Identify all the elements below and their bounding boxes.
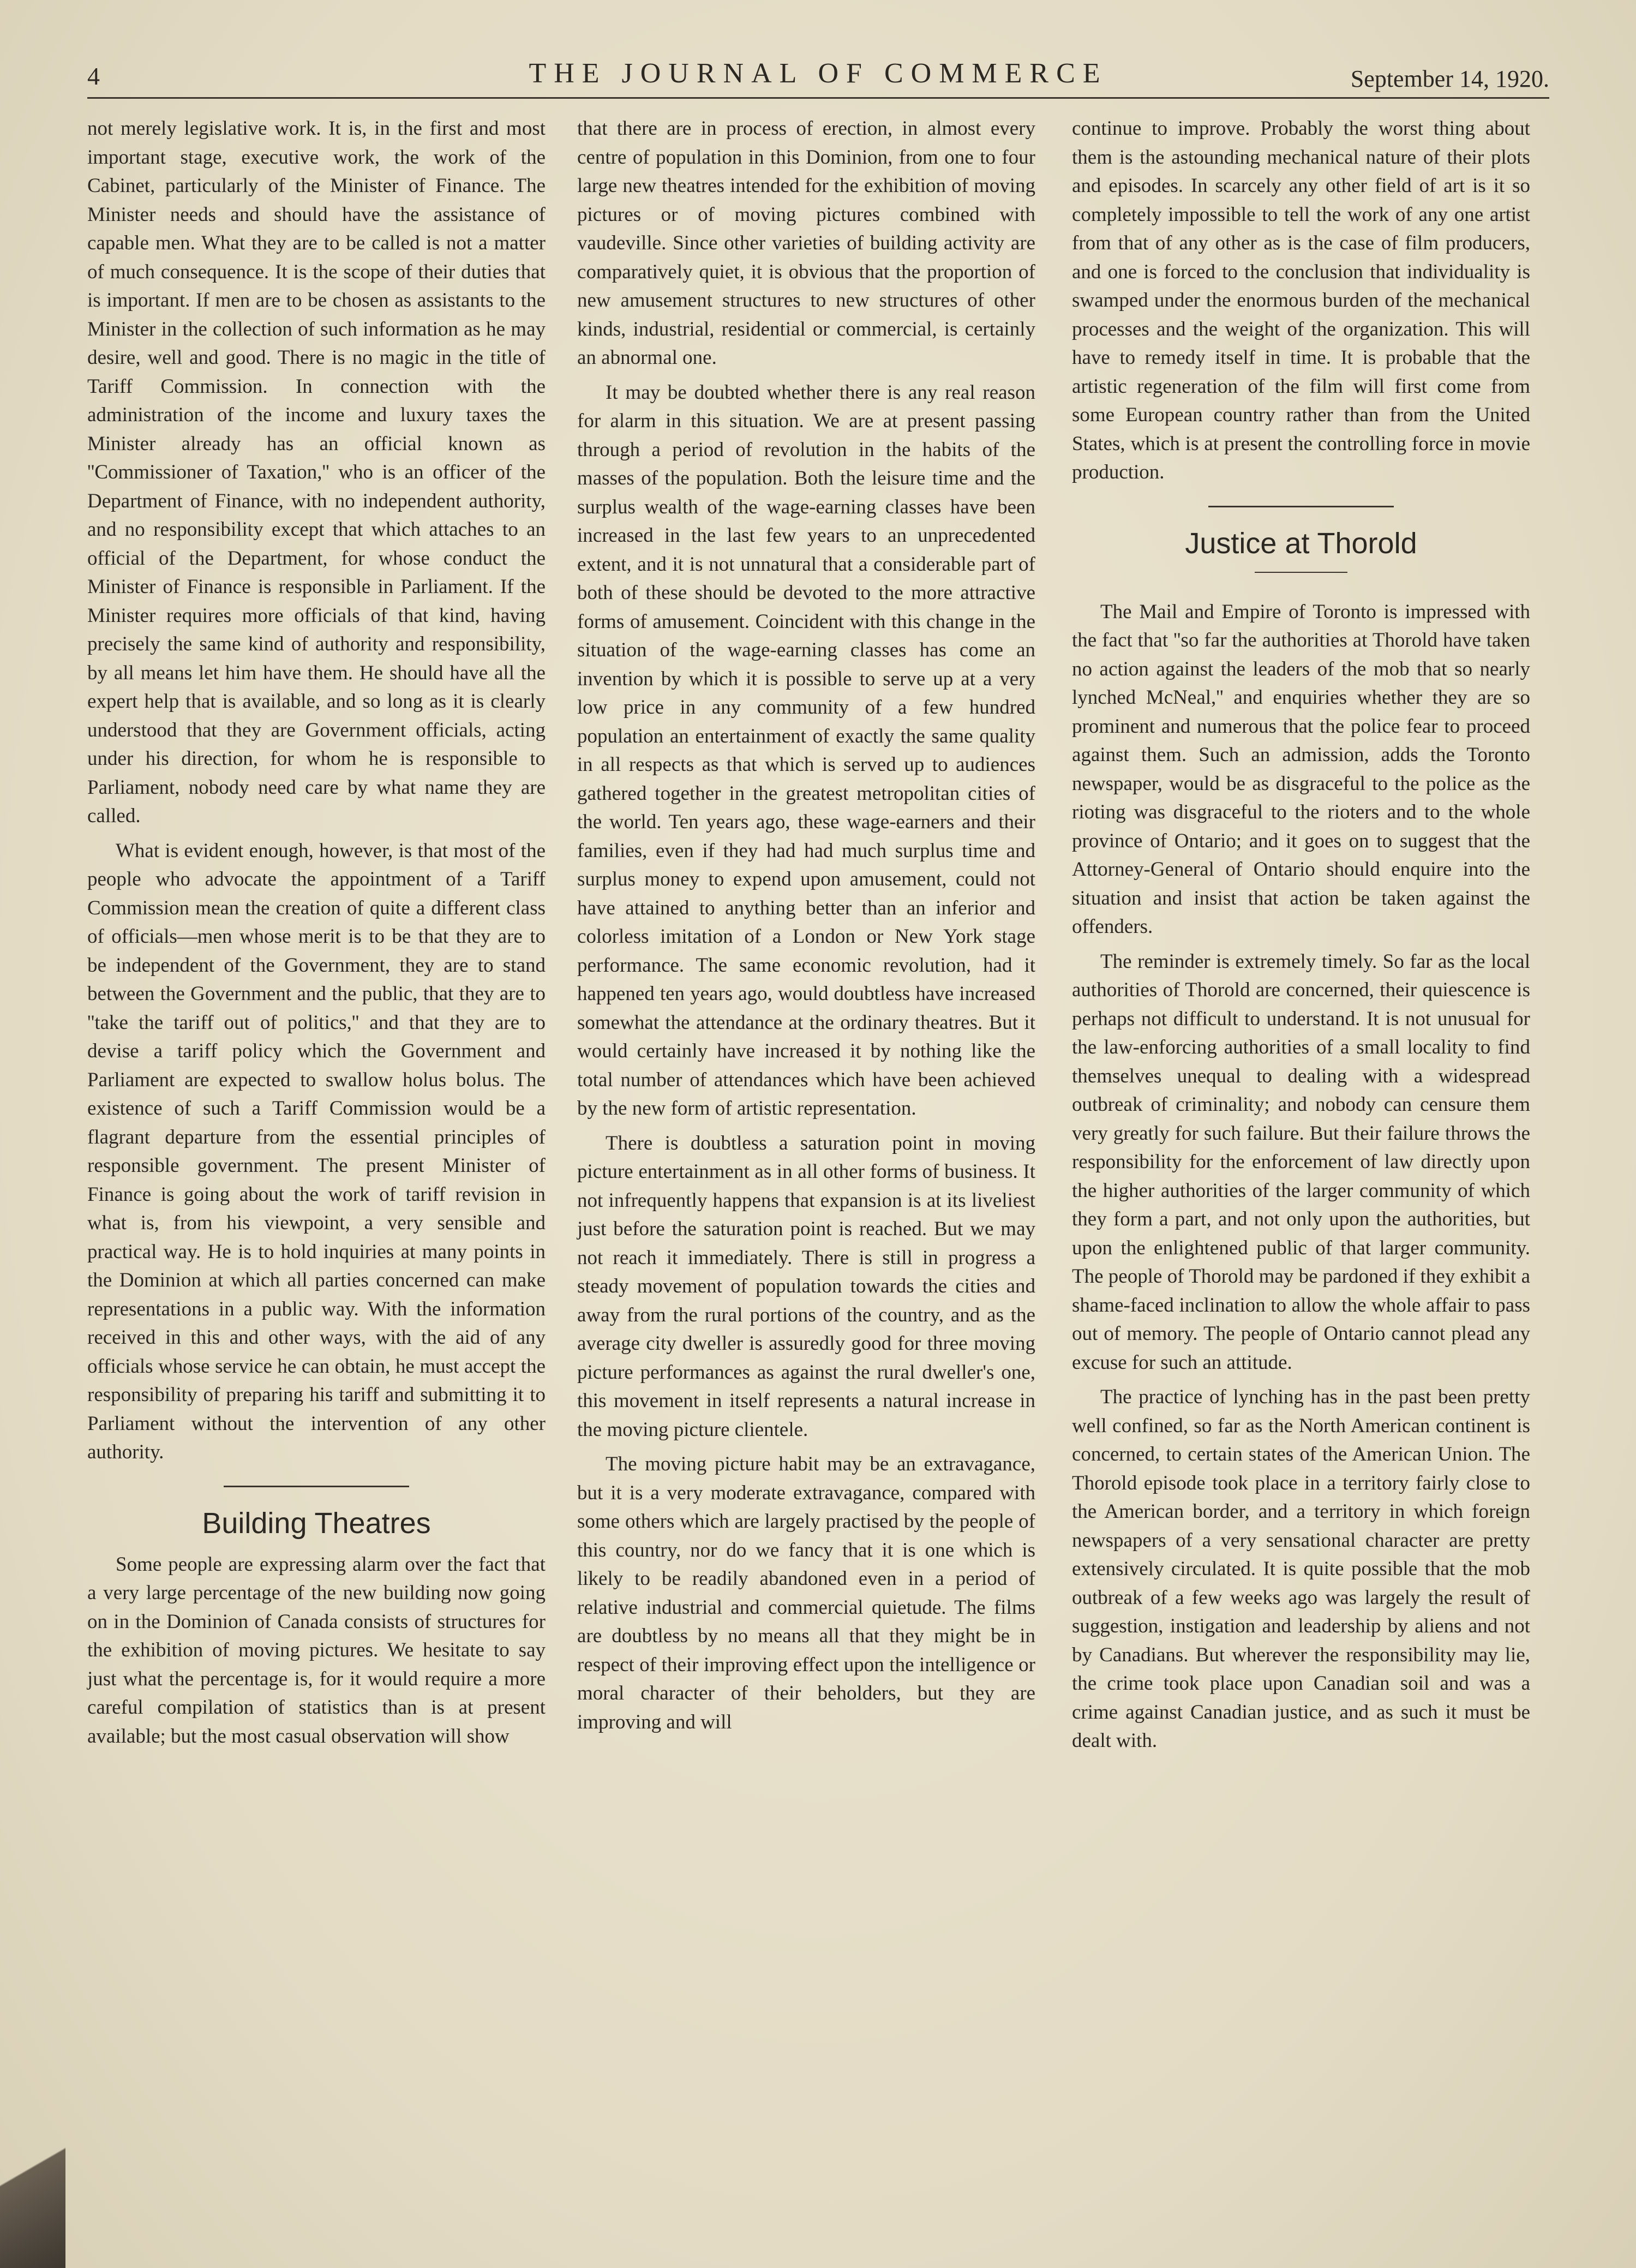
column-3 [1072,115,1530,1762]
header-rule [87,97,1549,99]
paragraph: Some people are expressing alarm over the fact that a very large percentage of the new building now going on in the Dominion of Canada consists of structures for the exhibition of moving pictures. We hesitate to say just what the percentage is, for it would require a more careful compilation of statistics than is at present available; but the most casual observation will show [87,1553,546,1748]
paragraph: continue to improve. Probably the worst thing about them is the astounding mechanical nature of their plots and episodes. In scarcely any other field of art is it so completely impossible to tell the work of any one artist from that of any other as is the case of film producers, and one is forced to the conclusion that individuality is swamped under the enormous burden of the mechanical processes and the weight of the organization. This will have to remedy itself in time. It is probable that the artistic regeneration of the film will first come from some European country rather than from the United States, which is at present the controlling force in movie production. [1072,117,1530,483]
page-header [87,57,1549,95]
section-divider [1208,506,1394,507]
paragraph: The practice of lynching has in the past been pretty well confined, so far as the North American continent is concerned, to certain states of the American Union. The Thorold episode took place in a territory fairly close to the American border, and a territory in which foreign newspapers of a very sensational character are pretty extensively circulated. It is quite possible that the mob outbreak of a few weeks ago was largely the result of suggestion, instigation and leadership by aliens and not by Canadians. But wherever the responsibility may lie, the crime took place upon Canadian soil and was a crime against Canadian justice, and as such it must be dealt with. [1072,1386,1530,1752]
section-heading-building-theatres: Building Theatres [202,1506,431,1540]
page-corner-damage [0,2104,65,2268]
paragraph: The Mail and Empire of Toronto is impressed with the fact that ''so far the authorities at Thorold have taken no action against the leaders of the mob that so nearly lynched McNeal,'' and enquiries whether they are so prominent and numerous that the police fear to proceed against them. Such an admission, adds the Toronto newspaper, would be as disgraceful to the police as the rioting was disgraceful to the rioters and to the whole province of Ontario; and it goes on to suggest that the Attorney-General of Ontario should enquire into the situation and insist that action be taken against the offenders. [1072,600,1530,938]
journal-title: THE JOURNAL OF COMMERCE [529,58,1108,89]
paragraph: There is doubtless a saturation point in moving picture entertainment as in all other forms of business. It not infrequently happens that expansion is at its liveliest just before the saturation point is reached. But we may not reach it immediately. There is still in progress a steady movement of population towards the cities and away from the rural portions of the country, and as the average city dweller is assuredly good for three moving picture performances as against the rural dweller's one, this movement in itself represents a natural increase in the moving picture clientele. [577,1132,1035,1441]
paragraph: It may be doubted whether there is any real reason for alarm in this situation. We are at present passing through a period of revolution in the habits of the masses of the population. Both the leisure time and the surplus wealth of the wage-earning classes have been increased in the last few years to an unprecedented extent, and it is not unnatural that a considerable part of both of these should be devoted to the more attractive forms of amusement. Coincident with this change in the situation of the wage-earning classes has come an invention by which it is possible to serve up at a very low price in any community of a few hundred population an entertainment of exactly the same quality in all respects as that which is served up to audiences gathered together in the greatest metropolitan cities of the world. Ten years ago, these wage-earners and their families, even if they had had much surplus time and surplus money to expend upon amusement, could not have attained to anything better than an inferior and colorless imitation of a London or New York stage performance. The same economic revolution, had it happened ten years ago, would doubtless have increased somewhat the attendance at the ordinary theatres. But it would certainly have increased it by nothing like the total number of attendances which have been achieved by the new form of artistic representation. [577,381,1035,1120]
paragraph: The reminder is extremely timely. So far as the local authorities of Thorold are concerned, their quiescence is perhaps not difficult to understand. It is not unusual for the law-enforcing authorities of a small locality to find themselves unequal to dealing with a widespread outbreak of criminality; and nobody can censure them very greatly for such failure. But their failure throws the responsibility for the enforcement of law directly upon the higher authorities of the larger community of which they form a part, and not only upon the authorities, but upon the enlightened public of that larger community. The people of Thorold may be pardoned if they exhibit a shame-faced inclination to allow the whole affair to pass out of memory. The people of Ontario cannot plead any excuse for such an attitude. [1072,950,1530,1374]
heading-underline [1255,572,1347,573]
column-2 [577,115,1035,1743]
paragraph: What is evident enough, however, is that most of the people who advocate the appointment of a Tariff Commission mean the creation of quite a different class of officials—men whose merit is to be that they are to be independent of the Government, they are to stand between the Government and the public, that they are to ''take the tariff out of politics,'' and that they are to devise a tariff policy which the Government and Parliament are expected to swallow holus bolus. The existence of such a Tariff Commission would be a flagrant departure from the essential principles of responsible government. The present Minister of Finance is going about the work of tariff revision in what is, from his viewpoint, a very sensible and practical way. He is to hold inquiries at many points in the Dominion at which all parties concerned can make representations in a public way. With the information received in this and other ways, with the aid of any officials whose service he can obtain, he must accept the responsibility of preparing his tariff and submitting it to Parliament without the intervention of any other authority. [87,839,546,1463]
section-heading-justice-at-thorold: Justice at Thorold [1185,526,1417,560]
section-divider [224,1486,409,1487]
column-1 [87,115,546,1757]
paragraph: that there are in process of erection, in almost every centre of population in this Dominion, from one to four large new theatres intended for the exhibition of moving pictures or of moving pictures combined with vaudeville. Since other varieties of building activity are comparatively quiet, it is obvious that the proportion of new amusement structures to new structures of other kinds, industrial, residential or commercial, is certainly an abnormal one. [577,117,1035,369]
paragraph: not merely legislative work. It is, in the first and most important stage, executive work, the work of the Cabinet, particularly of the Minister of Finance. The Minister needs and should have the assistance of capable men. What they are to be called is not a matter of much consequence. It is the scope of their duties that is important. If men are to be chosen as assistants to the Minister in the collection of such information as he may desire, well and good. There is no magic in the title of Tariff Commission. In connection with the administration of the income and luxury taxes the Minister already has an official known as ''Commissioner of Taxation,'' who is an officer of the Department of Finance, with no independent authority, and no responsibility except that which attaches to an official of the Department, for whose conduct the Minister of Finance is responsible in Parliament. If the Minister requires more officials of that kind, having precisely the same kind of authority and responsibility, by all means let him have them. He should have all the expert help that is available, and so long as it is clearly understood that they are Government officials, acting under his direction, for whom he is responsible to Parliament, nobody need care by what name they are called. [87,117,546,827]
issue-date: September 14, 1920. [1350,65,1549,92]
page-number: 4 [87,62,100,90]
paragraph: The moving picture habit may be an extravagance, but it is a very moderate extravagance, compared with some others which are largely practised by the people of this country, nor do we fancy that it is one which is likely to be readily abandoned even in a period of relative industrial and commercial quietude. The films are doubtless by no means all that they might be in respect of their improving effect upon the intelligence or moral character of their beholders, but they are improving and will [577,1453,1035,1733]
